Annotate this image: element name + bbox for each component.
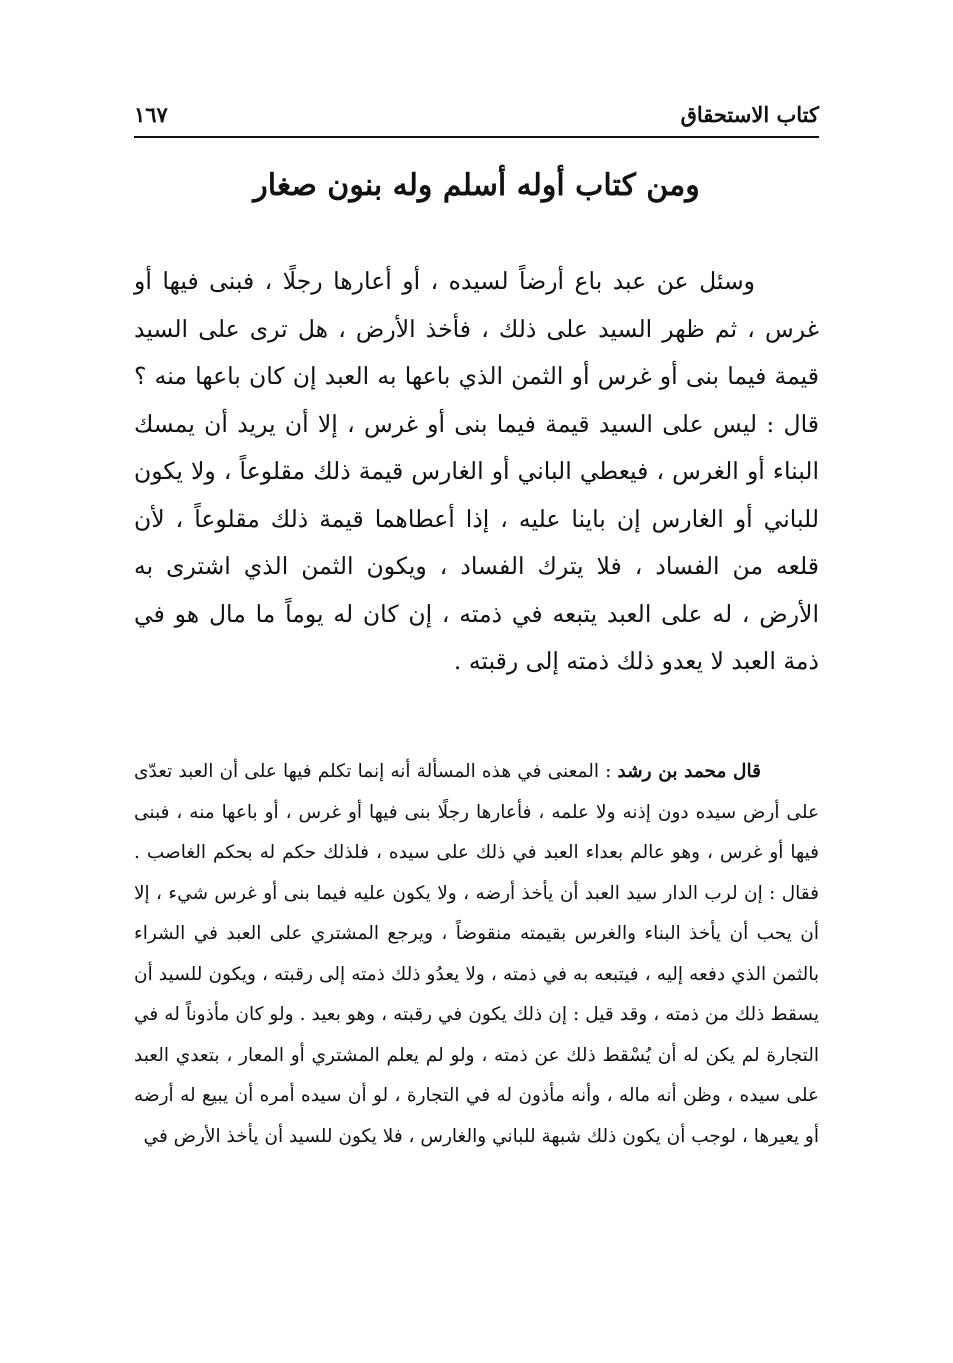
- page-number: ١٦٧: [134, 102, 168, 127]
- question-paragraph-text: وسئل عن عبد باع أرضاً لسيده ، أو أعارها رجلًا ، فبنى فيها أو غرس ، ثم ظهر السيد على ذلك ، فأخذ الأرض ، هل ترى على السيد قيمة فيما بنى أو غرس أو الثمن الذي باعها به العبد إن كان باعها منه ؟ قال : ليس على السيد قيمة فيما بنى أو غرس ، إلا أن يريد أن يمسك البناء أو الغرس ، فيعطي الباني أو الغارس قيمة ذلك مقلوعاً ، ولا يكون للباني أو الغارس إن باينا عليه ، إذا أعطاهما قيمة ذلك مقلوعاً ، لأن قلعه من الفساد ، فلا يترك الفساد ، ويكون الثمن الذي اشترى به الأرض ، له على العبد يتبعه في ذمته ، إن كان له يوماً ما مال هو في ذمة العبد لا يعدو ذلك ذمته إلى رقبته .: [134, 267, 819, 675]
- chapter-title: ومن كتاب أوله أسلم وله بنون صغار: [253, 168, 700, 203]
- commentator-name: قال محمد بن رشد: [617, 761, 761, 782]
- running-header: [134, 100, 819, 138]
- question-paragraph: [134, 258, 819, 686]
- commentary-paragraph: [134, 752, 819, 1157]
- running-header-title: كتاب الاستحقاق: [680, 102, 819, 127]
- commentary-paragraph-text: : المعنى في هذه المسألة أنه إنما تكلم فيها على أن العبد تعدّى على أرض سيده دون إذنه ولا علمه ، فأعارها رجلًا بنى فيها أو غرس ، أو باعها منه ، فبنى فيها أو غرس ، وهو عالم بعداء العبد في ذلك على سيده ، فلذلك حكم له بحكم الغاصب . فقال : إن لرب الدار سيد العبد أن يأخذ أرضه ، ولا يكون عليه فيما بنى أو غرس شيء ، إلا أن يحب أن يأخذ البناء والغرس بقيمته منقوضاً ، ويرجع المشتري على العبد في الشراء بالثمن الذي دفعه إليه ، فيتبعه به في ذمته ، ولا يعدُو ذلك ذمته إلى رقبته ، ويكون للسيد أن يسقط ذلك من ذمته ، وقد قيل : إن ذلك يكون في رقبته ، وهو بعيد . ولو كان مأذوناً له في التجارة لم يكن له أن يُسْقط ذلك عن ذمته ، ولو لم يعلم المشتري أو المعار ، بتعدي العبد على سيده ، وظن أنه ماله ، وأنه مأذون له في التجارة ، لو أن سيده أمره أن يبيع له أرضه أو يعيرها ، لوجب أن يكون ذلك شبهة للباني والغارس ، فلا يكون للسيد أن يأخذ الأرض في: [134, 761, 819, 1147]
